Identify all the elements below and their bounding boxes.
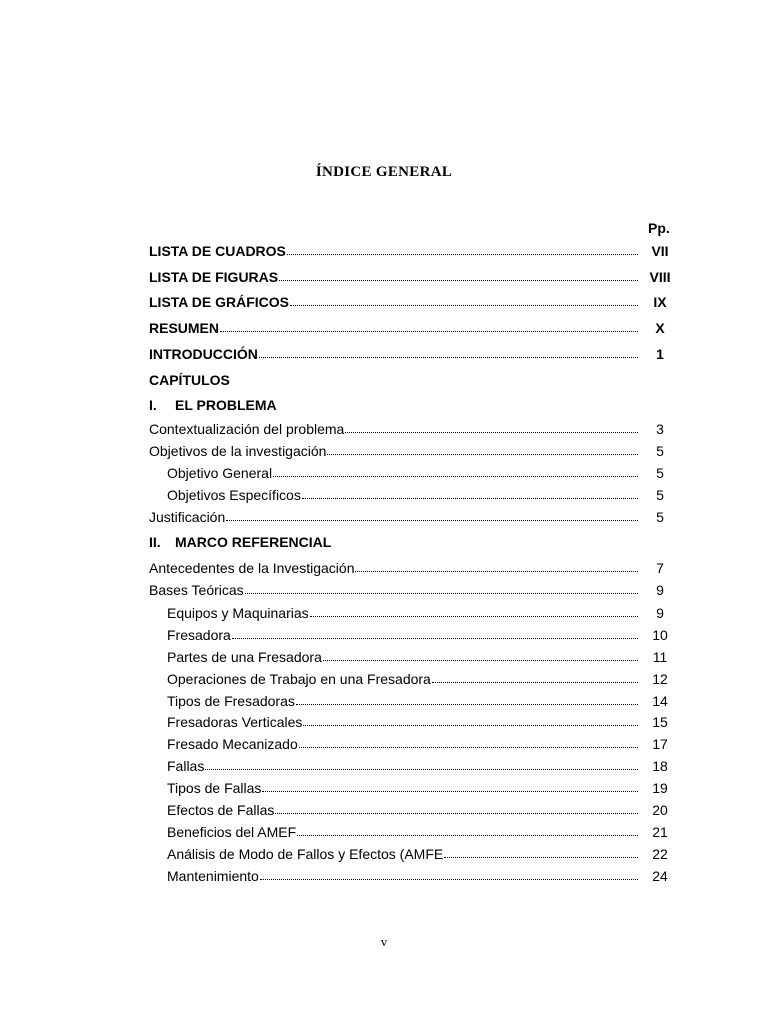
page-column-label: Pp. [648, 220, 670, 236]
toc-page-number: 21 [652, 824, 668, 840]
toc-entry-title: Justificación [149, 509, 226, 525]
dot-leader [444, 857, 638, 858]
toc-page-number: 5 [656, 509, 664, 525]
toc-entry[interactable] [0, 318, 768, 338]
toc-entry-title: Fallas [167, 758, 205, 774]
toc-page-number: 10 [652, 627, 668, 643]
dot-leader [310, 616, 638, 617]
dot-leader [290, 305, 638, 306]
toc-entry[interactable] [0, 558, 768, 578]
dot-leader [299, 747, 638, 748]
dot-leader [205, 769, 638, 770]
toc-entry[interactable] [0, 419, 768, 439]
dot-leader [345, 432, 638, 433]
toc-entry-title: Análisis de Modo de Fallos y Efectos (AMFE [167, 846, 444, 862]
toc-entry-title: Antecedentes de la Investigación [149, 560, 355, 576]
dot-leader [273, 476, 638, 477]
toc-heading-text: CAPÍTULOS [149, 372, 230, 388]
toc-entry-title: RESUMEN [149, 320, 220, 336]
toc-page-number: 3 [656, 421, 664, 437]
dot-leader [279, 280, 638, 281]
toc-page-number: IX [653, 294, 667, 310]
toc-page-number: X [655, 320, 665, 336]
dot-leader [302, 498, 638, 499]
toc-entry[interactable] [0, 778, 768, 798]
toc-entry[interactable] [0, 241, 768, 261]
toc-entry[interactable] [0, 822, 768, 842]
toc-page-number: 9 [656, 582, 664, 598]
toc-page-number: 7 [656, 560, 664, 576]
dot-leader [355, 571, 638, 572]
toc-entry-title: Contextualización del problema [149, 421, 345, 437]
dot-leader [323, 660, 638, 661]
chapter-number: II. [149, 534, 161, 550]
toc-page-number: 20 [652, 802, 668, 818]
toc-entry[interactable] [0, 734, 768, 754]
toc-entry[interactable] [0, 603, 768, 623]
toc-page-number: 18 [652, 758, 668, 774]
dot-leader [297, 835, 638, 836]
dot-leader [220, 331, 638, 332]
toc-entry[interactable] [0, 625, 768, 645]
toc-entry-title: Equipos y Maquinarias [167, 605, 309, 621]
toc-entry-title: Operaciones de Trabajo en una Fresadora [167, 671, 431, 687]
toc-entry-title: LISTA DE FIGURAS [149, 269, 279, 285]
toc-page-number: 17 [652, 736, 668, 752]
toc-entry-title: Objetivo General [167, 465, 273, 481]
toc-page-number: 11 [652, 649, 668, 665]
toc-page-number: VII [651, 243, 669, 259]
toc-section-heading [149, 532, 331, 552]
toc-entry[interactable] [0, 344, 768, 364]
page-number-footer: v [380, 934, 388, 949]
toc-entry[interactable] [0, 292, 768, 312]
toc-entry[interactable] [0, 866, 768, 886]
toc-entry[interactable] [0, 669, 768, 689]
dot-leader [245, 593, 638, 594]
toc-entry-title: Mantenimiento [167, 868, 259, 884]
toc-page-number: 5 [656, 487, 664, 503]
toc-entry-title: LISTA DE CUADROS [149, 243, 286, 259]
toc-section-heading [149, 370, 230, 390]
toc-entry[interactable] [0, 800, 768, 820]
toc-entry[interactable] [0, 441, 768, 461]
toc-page-number: 19 [652, 780, 668, 796]
toc-entry-title: INTRODUCCIÓN [149, 346, 258, 362]
dot-leader [303, 725, 638, 726]
dot-leader [275, 813, 638, 814]
toc-entry-title: Bases Teóricas [149, 582, 244, 598]
toc-page-number: 22 [652, 846, 668, 862]
toc-page-number: 24 [652, 868, 668, 884]
toc-page-number: 12 [652, 671, 668, 687]
toc-entry[interactable] [0, 712, 768, 732]
toc-entry-title: Objetivos Específicos [167, 487, 301, 503]
toc-page-number: 5 [656, 443, 664, 459]
dot-leader [327, 454, 638, 455]
toc-page-number: 1 [656, 346, 664, 362]
toc-entry[interactable] [0, 267, 768, 287]
toc-entry-title: Objetivos de la investigación [149, 443, 327, 459]
toc-entry[interactable] [0, 507, 768, 527]
toc-entry-title: Tipos de Fallas [167, 780, 262, 796]
dot-leader [260, 879, 638, 880]
dot-leader [262, 791, 638, 792]
dot-leader [226, 520, 638, 521]
toc-entry-title: Efectos de Fallas [167, 802, 275, 818]
toc-page-number: 5 [656, 465, 664, 481]
toc-page-number: 9 [656, 605, 664, 621]
toc-heading-text: MARCO REFERENCIAL [175, 534, 332, 550]
toc-entry-title: Fresado Mecanizado [167, 736, 298, 752]
dot-leader [432, 682, 638, 683]
toc-entry[interactable] [0, 844, 768, 864]
toc-entry-title: Partes de una Fresadora [167, 649, 322, 665]
toc-entry[interactable] [0, 485, 768, 505]
toc-page-number: VIII [649, 269, 671, 285]
toc-page-number: 15 [652, 714, 668, 730]
toc-section-heading [149, 395, 277, 415]
dot-leader [259, 357, 638, 358]
page-title: ÍNDICE GENERAL [315, 164, 453, 180]
toc-entry-title: Beneficios del AMEF [167, 824, 297, 840]
dot-leader [296, 704, 638, 705]
toc-entry-title: Fresadoras Verticales [167, 714, 303, 730]
toc-entry-title: Fresadora [167, 627, 231, 643]
chapter-number: I. [149, 397, 157, 413]
toc-entry-title: Tipos de Fresadoras [167, 693, 295, 709]
toc-entry[interactable] [0, 463, 768, 483]
toc-entry[interactable] [0, 756, 768, 776]
toc-entry[interactable] [0, 580, 768, 600]
toc-heading-text: EL PROBLEMA [175, 397, 277, 413]
dot-leader [287, 254, 638, 255]
toc-page-number: 14 [652, 693, 668, 709]
toc-entry[interactable] [0, 691, 768, 711]
dot-leader [232, 638, 638, 639]
toc-entry-title: LISTA DE GRÁFICOS [149, 294, 289, 310]
toc-entry[interactable] [0, 647, 768, 667]
